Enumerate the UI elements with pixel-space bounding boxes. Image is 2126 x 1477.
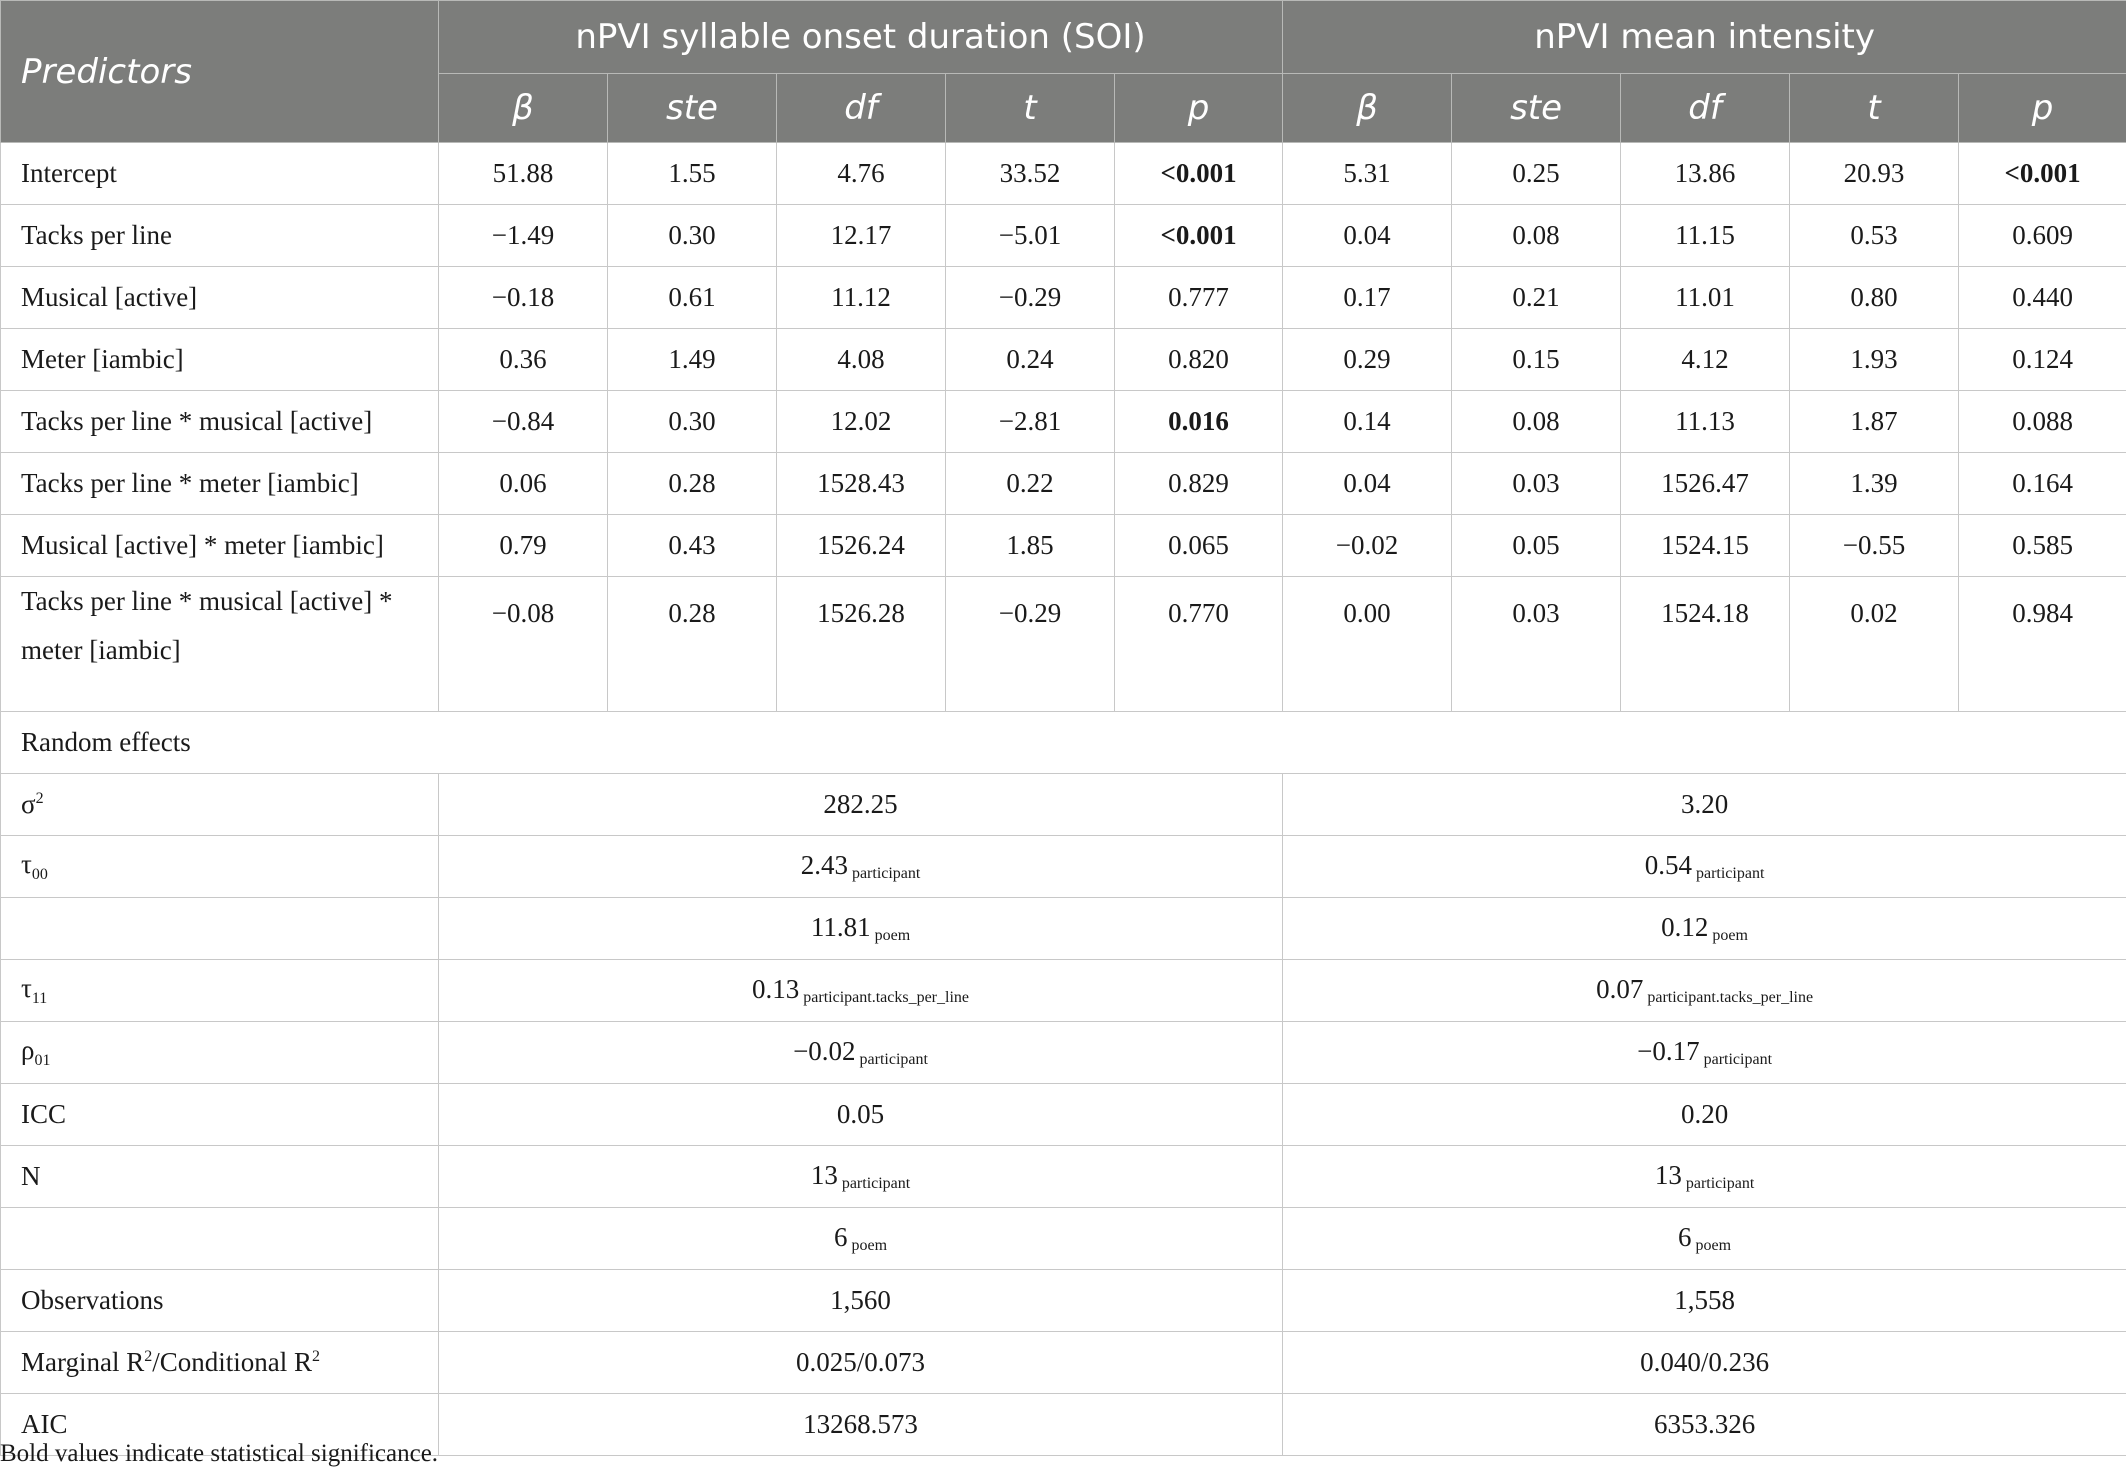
table-cell: 1.55: [608, 143, 777, 205]
superscript: 2: [312, 1348, 321, 1365]
table-row: [1, 960, 2126, 1022]
table-cell: 11.01: [1621, 267, 1790, 329]
observations-label: Observations: [1, 1270, 439, 1332]
table-row: [1, 1332, 2126, 1394]
label-part: /Conditional R: [152, 1347, 313, 1377]
superscript: 2: [35, 790, 44, 807]
table-cell: 0.124: [1959, 329, 2126, 391]
table-cell: 11.12: [777, 267, 946, 329]
table-row: [1, 453, 2126, 515]
row-label: Musical [active] * meter [iambic]: [1, 515, 439, 577]
value: 2.43: [800, 850, 848, 880]
table-cell: −2.81: [946, 391, 1115, 453]
table-cell: 0.06: [439, 453, 608, 515]
sigma-symbol: σ: [21, 789, 36, 819]
value: 0.54: [1644, 850, 1692, 880]
table-cell: 0.28: [608, 453, 777, 515]
table-cell: 1524.18: [1621, 577, 1790, 712]
random-effects-label: Random effects: [1, 712, 2126, 774]
table-cell: 0.30: [608, 205, 777, 267]
row-label-line: Tacks per line * musical [active] *: [21, 586, 393, 616]
table-cell: −0.29: [946, 577, 1115, 712]
table-cell: 0.24: [946, 329, 1115, 391]
table-cell: −0.02: [1283, 515, 1452, 577]
subscript: participant: [1685, 1175, 1755, 1192]
table-cell: 0.79: [439, 515, 608, 577]
table-cell: 0.17: [1283, 267, 1452, 329]
table-cell: 0.025/0.073: [439, 1332, 1283, 1394]
table-cell: 1.87: [1790, 391, 1959, 453]
table-cell: 1526.47: [1621, 453, 1790, 515]
table-cell: 0.05: [439, 1084, 1283, 1146]
table-cell: 5.31: [1283, 143, 1452, 205]
subscript: participant: [851, 865, 921, 882]
predictors-header: Predictors: [1, 1, 439, 143]
row-label-line: meter [iambic]: [21, 635, 181, 665]
label-part: Marginal R: [21, 1347, 145, 1377]
table-cell: 1.49: [608, 329, 777, 391]
table-footnote: Bold values indicate statistical significance.: [0, 1440, 439, 1467]
column-header: df: [1621, 74, 1790, 143]
table-cell: 0.777: [1115, 267, 1283, 329]
table-cell: [1283, 1208, 2126, 1270]
aic-label: AIC: [1, 1394, 439, 1456]
table-cell: 0.20: [1283, 1084, 2126, 1146]
tau00-label: [1, 836, 439, 898]
table-cell: 0.15: [1452, 329, 1621, 391]
rho01-label: [1, 1022, 439, 1084]
table-row: [1, 774, 2126, 836]
column-header: ste: [608, 74, 777, 143]
column-header: β: [439, 74, 608, 143]
table-cell: −0.55: [1790, 515, 1959, 577]
subscript: participant: [1703, 1051, 1773, 1068]
table-cell: [1283, 1022, 2126, 1084]
table-cell: 0.53: [1790, 205, 1959, 267]
intensity-group-header: nPVI mean intensity: [1283, 1, 2126, 74]
table-cell: −0.18: [439, 267, 608, 329]
column-header: df: [777, 74, 946, 143]
table-row: [1, 267, 2126, 329]
table-cell: 0.28: [608, 577, 777, 712]
value: 0.12: [1661, 912, 1709, 942]
table-cell: 0.00: [1283, 577, 1452, 712]
rho-symbol: ρ: [21, 1035, 35, 1065]
table-cell: 0.25: [1452, 143, 1621, 205]
n-label: N: [1, 1146, 439, 1208]
table-cell: 0.770: [1115, 577, 1283, 712]
table-cell: 0.08: [1452, 391, 1621, 453]
section-row: [1, 712, 2126, 774]
table-cell: 1526.24: [777, 515, 946, 577]
subscript: poem: [1695, 1237, 1732, 1254]
table-cell: 1.85: [946, 515, 1115, 577]
table-cell: 51.88: [439, 143, 608, 205]
table-cell: 13268.573: [439, 1394, 1283, 1456]
icc-label: ICC: [1, 1084, 439, 1146]
table-cell: 0.05: [1452, 515, 1621, 577]
table-cell: 4.76: [777, 143, 946, 205]
table-cell: 20.93: [1790, 143, 1959, 205]
tau-symbol: τ: [21, 973, 32, 1003]
superscript: 2: [144, 1348, 153, 1365]
sigma2-label: [1, 774, 439, 836]
table-cell: 1524.15: [1621, 515, 1790, 577]
table-cell: 0.820: [1115, 329, 1283, 391]
table-row: [1, 836, 2126, 898]
r2-label: [1, 1332, 439, 1394]
value: 13: [1654, 1160, 1682, 1190]
table-cell: 0.04: [1283, 205, 1452, 267]
table-cell: 12.17: [777, 205, 946, 267]
subscript: 11: [31, 990, 48, 1007]
table-cell: 0.984: [1959, 577, 2126, 712]
column-header: t: [946, 74, 1115, 143]
row-label: Intercept: [1, 143, 439, 205]
table-cell: −1.49: [439, 205, 608, 267]
table-cell: −0.84: [439, 391, 608, 453]
table-row: [1, 143, 2126, 205]
column-header: p: [1959, 74, 2126, 143]
table-cell: 1528.43: [777, 453, 946, 515]
column-header: p: [1115, 74, 1283, 143]
table-cell: [1283, 1146, 2126, 1208]
tau-symbol: τ: [21, 849, 32, 879]
table-row: [1, 1270, 2126, 1332]
table-cell: [439, 836, 1283, 898]
table-cell: [439, 898, 1283, 960]
table-cell: [1283, 898, 2126, 960]
table-cell: [439, 1208, 1283, 1270]
table-cell: 0.03: [1452, 453, 1621, 515]
value: 13: [810, 1160, 838, 1190]
subscript: participant: [1695, 865, 1765, 882]
table-cell: 1526.28: [777, 577, 946, 712]
table-header: [1, 1, 2126, 143]
column-header: ste: [1452, 74, 1621, 143]
subscript: participant: [859, 1051, 928, 1068]
table-cell: 6353.326: [1283, 1394, 2126, 1456]
table-cell: 0.164: [1959, 453, 2126, 515]
table-cell: 0.22: [946, 453, 1115, 515]
table-row: [1, 329, 2126, 391]
column-header: β: [1283, 74, 1452, 143]
table-cell: 0.80: [1790, 267, 1959, 329]
table-cell: 33.52: [946, 143, 1115, 205]
table-cell: 0.040/0.236: [1283, 1332, 2126, 1394]
table-row: [1, 898, 2126, 960]
table-cell: 1,560: [439, 1270, 1283, 1332]
table-cell: [1283, 960, 2126, 1022]
table-row: [1, 1208, 2126, 1270]
table-cell: 1,558: [1283, 1270, 2126, 1332]
table-cell: [439, 1022, 1283, 1084]
table-cell: 0.016: [1115, 391, 1283, 453]
table-cell: 0.829: [1115, 453, 1283, 515]
table-cell: 1.39: [1790, 453, 1959, 515]
table-cell: 1.93: [1790, 329, 1959, 391]
value: 0.07: [1596, 974, 1644, 1004]
value: 11.81: [810, 912, 871, 942]
table-cell: 0.088: [1959, 391, 2126, 453]
row-label: Tacks per line * musical [active]: [1, 391, 439, 453]
soi-group-header: nPVI syllable onset duration (SOI): [439, 1, 1283, 74]
table-cell: <0.001: [1115, 205, 1283, 267]
table-cell: 4.12: [1621, 329, 1790, 391]
value: −0.17: [1637, 1036, 1700, 1066]
table-row: [1, 515, 2126, 577]
subscript: 00: [31, 866, 48, 883]
table-cell: −0.29: [946, 267, 1115, 329]
table-cell: 0.36: [439, 329, 608, 391]
table-row: [1, 391, 2126, 453]
empty-label: [1, 1208, 439, 1270]
table-cell: 0.30: [608, 391, 777, 453]
subscript: participant: [841, 1175, 911, 1192]
subscript: 01: [34, 1052, 51, 1069]
table-row: [1, 1146, 2126, 1208]
table-cell: 13.86: [1621, 143, 1790, 205]
row-label: Meter [iambic]: [1, 329, 439, 391]
table-cell: 3.20: [1283, 774, 2126, 836]
row-label: Tacks per line: [1, 205, 439, 267]
table-cell: 11.13: [1621, 391, 1790, 453]
table-cell: 282.25: [439, 774, 1283, 836]
row-label: Musical [active]: [1, 267, 439, 329]
table-cell: [1283, 836, 2126, 898]
table-cell: 12.02: [777, 391, 946, 453]
value: 6: [834, 1222, 848, 1252]
table-cell: 0.04: [1283, 453, 1452, 515]
value: 6: [1678, 1222, 1692, 1252]
table-body: [1, 143, 2126, 1456]
table-cell: 0.61: [608, 267, 777, 329]
table-row: [1, 1084, 2126, 1146]
table-cell: 0.08: [1452, 205, 1621, 267]
subscript: poem: [851, 1237, 888, 1254]
table-cell: 0.21: [1452, 267, 1621, 329]
table-cell: 0.585: [1959, 515, 2126, 577]
table-row: [1, 1022, 2126, 1084]
subscript: poem: [1712, 927, 1748, 944]
table-cell: <0.001: [1115, 143, 1283, 205]
subscript: participant.tacks_per_line: [1647, 989, 1814, 1006]
table-cell: 0.440: [1959, 267, 2126, 329]
table-row: [1, 577, 2126, 712]
table-cell: [439, 1146, 1283, 1208]
value: −0.02: [793, 1036, 856, 1066]
row-label: Tacks per line * meter [iambic]: [1, 453, 439, 515]
row-label: [1, 577, 439, 712]
table-cell: 0.14: [1283, 391, 1452, 453]
table-cell: 4.08: [777, 329, 946, 391]
table-cell: 0.02: [1790, 577, 1959, 712]
empty-label: [1, 898, 439, 960]
column-header: t: [1790, 74, 1959, 143]
table-cell: −0.08: [439, 577, 608, 712]
table-row: [1, 205, 2126, 267]
tau11-label: [1, 960, 439, 1022]
table-cell: 0.065: [1115, 515, 1283, 577]
table-cell: [439, 960, 1283, 1022]
subscript: poem: [874, 927, 911, 944]
table-cell: 0.609: [1959, 205, 2126, 267]
value: 0.13: [752, 974, 800, 1004]
table-cell: <0.001: [1959, 143, 2126, 205]
table-cell: 11.15: [1621, 205, 1790, 267]
table-cell: 0.03: [1452, 577, 1621, 712]
subscript: participant.tacks_per_line: [803, 989, 969, 1006]
table-cell: 0.29: [1283, 329, 1452, 391]
table-cell: 0.43: [608, 515, 777, 577]
table-cell: −5.01: [946, 205, 1115, 267]
